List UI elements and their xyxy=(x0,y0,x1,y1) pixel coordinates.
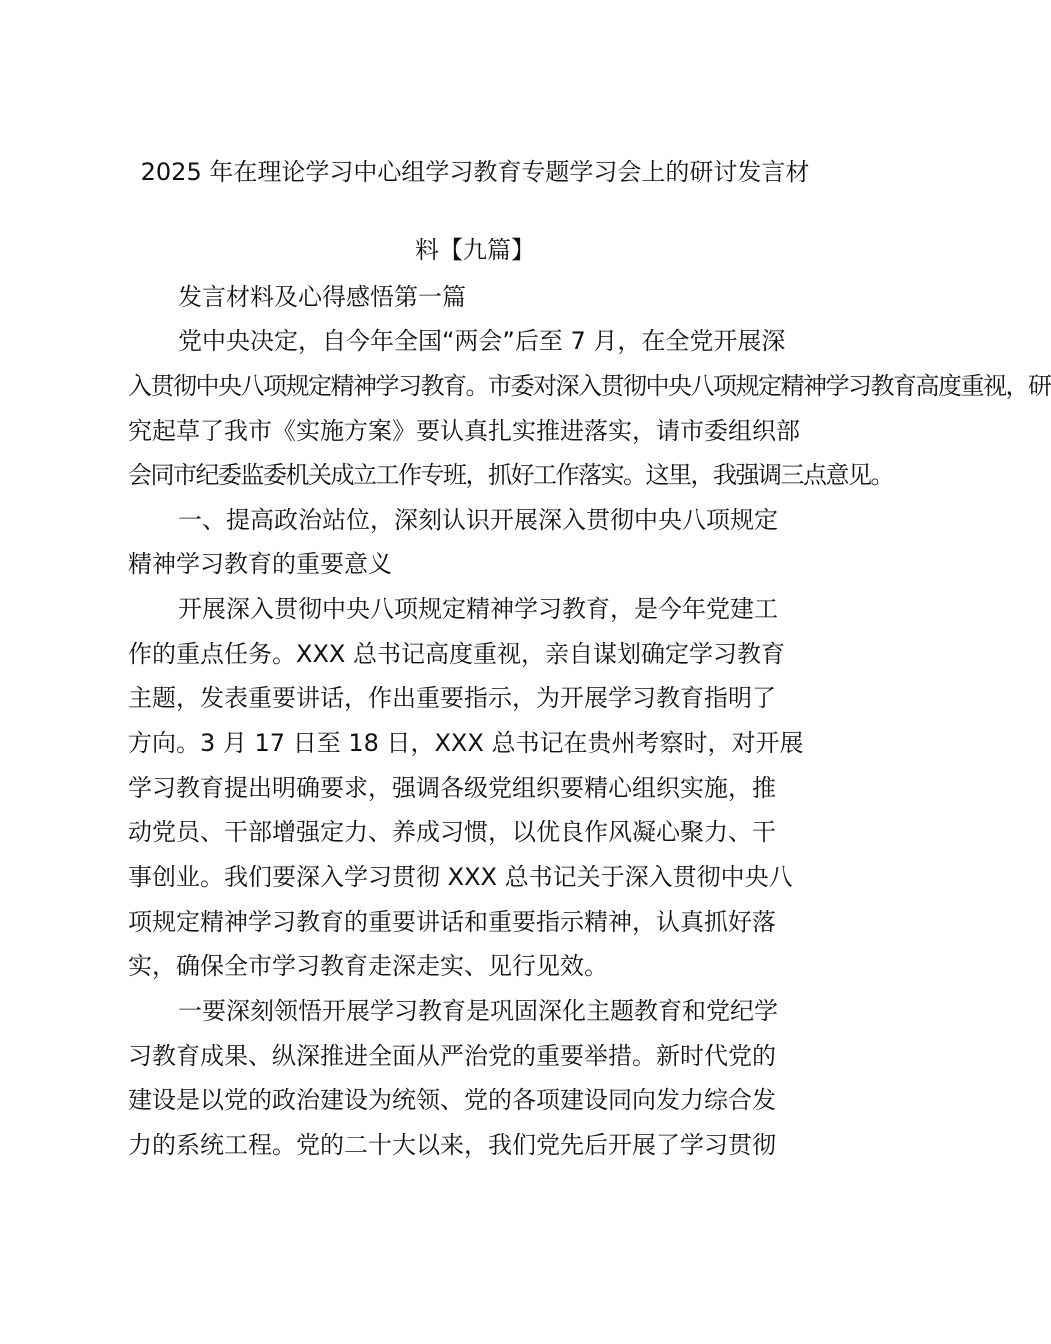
paragraph-line: 入贯彻中央八项规定精神学习教育。市委对深入贯彻中央八项规定精神学习教育高度重视，研 xyxy=(128,372,1051,400)
paragraph-line: 开展深入贯彻中央八项规定精神学习教育，是今年党建工 xyxy=(178,595,778,623)
paragraph-line: 动党员、干部增强定力、养成习惯，以优良作风凝心聚力、干 xyxy=(128,818,776,846)
paragraph-line: 事创业。我们要深入学习贯彻 XXX 总书记关于深入贯彻中央八 xyxy=(128,863,793,891)
paragraph-line: 方向。3 月 17 日至 18 日，XXX 总书记在贵州考察时，对开展 xyxy=(128,729,804,757)
heading-line: 精神学习教育的重要意义 xyxy=(128,550,392,578)
paragraph-line: 究起草了我市《实施方案》要认真扎实推进落实，请市委组织部 xyxy=(128,417,800,445)
paragraph-line: 建设是以党的政治建设为统领、党的各项建设同向发力综合发 xyxy=(128,1086,776,1114)
document-title-line-1: 2025 年在理论学习中心组学习教育专题学习会上的研讨发言材 xyxy=(140,158,810,186)
paragraph-line: 实，确保全市学习教育走深走实、见行见效。 xyxy=(128,952,608,980)
paragraph-line: 会同市纪委监委机关成立工作专班，抓好工作落实。这里，我强调三点意见。 xyxy=(128,461,893,489)
paragraph-line: 主题，发表重要讲话，作出重要指示，为开展学习教育指明了 xyxy=(128,684,776,712)
paragraph-line: 一要深刻领悟开展学习教育是巩固深化主题教育和党纪学 xyxy=(178,997,778,1025)
paragraph-line: 党中央决定，自今年全国“两会”后至 7 月，在全党开展深 xyxy=(178,327,786,355)
paragraph-line: 作的重点任务。XXX 总书记高度重视，亲自谋划确定学习教育 xyxy=(128,640,785,668)
document-title-line-2: 料【九篇】 xyxy=(415,236,535,264)
paragraph-line: 习教育成果、纵深推进全面从严治党的重要举措。新时代党的 xyxy=(128,1042,776,1070)
heading-line: 一、提高政治站位，深刻认识开展深入贯彻中央八项规定 xyxy=(178,506,778,534)
section-heading: 发言材料及心得感悟第一篇 xyxy=(178,283,466,311)
paragraph-line: 学习教育提出明确要求，强调各级党组织要精心组织实施，推 xyxy=(128,774,776,802)
paragraph-line: 力的系统工程。党的二十大以来，我们党先后开展了学习贯彻 xyxy=(128,1131,776,1159)
paragraph-line: 项规定精神学习教育的重要讲话和重要指示精神，认真抓好落 xyxy=(128,908,776,936)
